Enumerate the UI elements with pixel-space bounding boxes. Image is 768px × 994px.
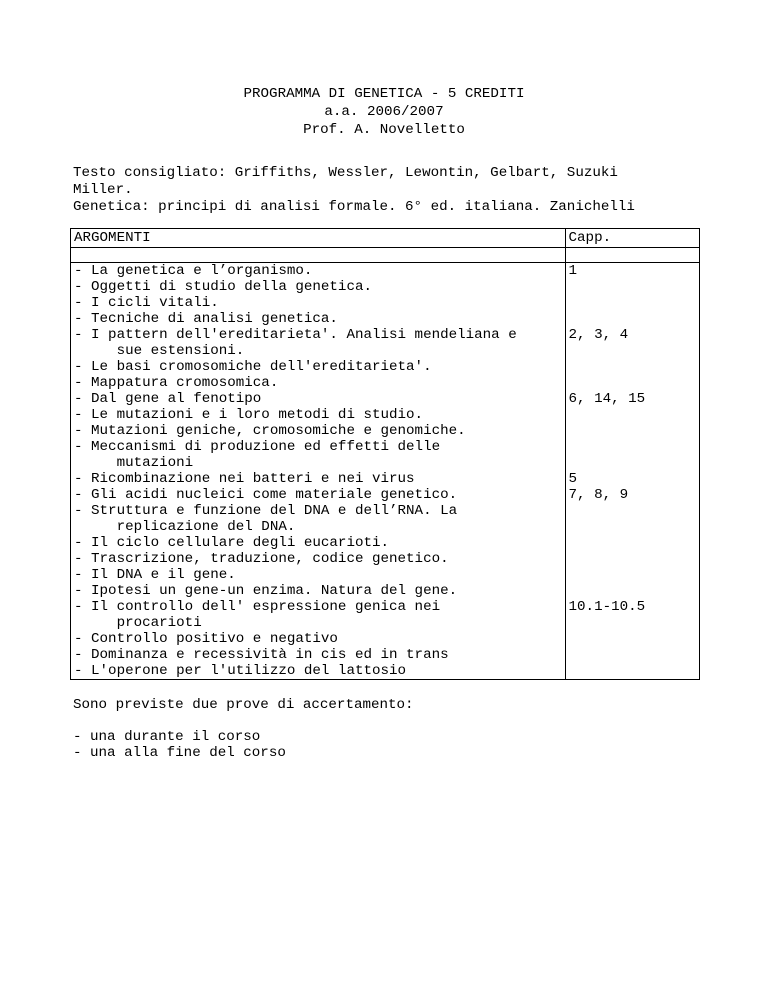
topic-line: - Dal gene al fenotipo xyxy=(74,391,262,407)
chapter-ref: 10.1-10.5 xyxy=(568,599,646,615)
topic-line: - Le mutazioni e i loro metodi di studio. xyxy=(74,407,424,423)
chapter-ref: 6, 14, 15 xyxy=(568,391,646,407)
topic-line: - I pattern dell'ereditarieta'. Analisi mendeliana e xyxy=(74,327,517,343)
chapter-ref xyxy=(569,423,696,439)
topic-line: - Mutazioni geniche, cromosomiche e genomiche. xyxy=(74,423,466,439)
topic-line: - La genetica e l’organismo. xyxy=(74,263,313,279)
topic-line: - Ricombinazione nei batteri e nei virus xyxy=(74,471,415,487)
topic-line: - L'operone per l'utilizzo del lattosio xyxy=(74,663,407,679)
chapter-ref xyxy=(569,343,696,359)
chapter-ref xyxy=(569,567,696,583)
chapter-ref xyxy=(569,615,696,631)
topic-line: - Meccanismi di produzione ed effetti delle xyxy=(74,439,441,455)
assessment-section xyxy=(73,697,414,761)
chapter-ref xyxy=(569,311,696,327)
topic-line: - Ipotesi un gene-un enzima. Natura del gene. xyxy=(74,583,458,599)
topic-line: - Dominanza e recessività in cis ed in trans xyxy=(74,647,449,663)
assessment-item: - una durante il corso xyxy=(73,729,261,745)
topic-line: - Oggetti di studio della genetica. xyxy=(74,279,372,295)
topic-line: - I cicli vitali. xyxy=(74,295,219,311)
chapter-ref xyxy=(569,375,696,391)
topic-line: - Tecniche di analisi genetica. xyxy=(74,311,338,327)
topic-line: - Il controllo dell' espressione genica nei xyxy=(74,599,441,615)
table-spacer-row xyxy=(71,248,700,263)
topic-line: - Mappatura cromosomica. xyxy=(74,375,279,391)
document-title: PROGRAMMA DI GENETICA - 5 CREDITI xyxy=(243,86,525,102)
chapter-ref xyxy=(569,295,696,311)
topic-line: - Struttura e funzione del DNA e dell’RNA. La xyxy=(74,503,458,519)
chapter-ref: 5 xyxy=(568,471,578,487)
chapter-ref xyxy=(569,455,696,471)
chapter-ref xyxy=(569,631,696,647)
topic-line: mutazioni xyxy=(74,455,194,471)
chapter-ref: 7, 8, 9 xyxy=(568,487,629,503)
assessment-item: - una alla fine del corso xyxy=(73,745,286,761)
chapter-ref xyxy=(569,535,696,551)
topic-line: - Gli acidi nucleici come materiale genetico. xyxy=(74,487,458,503)
professor-name: Prof. A. Novelletto xyxy=(303,122,465,138)
chapter-ref xyxy=(569,551,696,567)
assessment-statement: Sono previste due prove di accertamento: xyxy=(73,697,414,713)
chapter-ref xyxy=(569,407,696,423)
topic-line: - Le basi cromosomiche dell'ereditarieta'. xyxy=(74,359,432,375)
chapter-ref xyxy=(569,503,696,519)
chapters-cell xyxy=(565,263,699,680)
document-header xyxy=(0,85,768,139)
chapter-ref: 2, 3, 4 xyxy=(568,327,629,343)
chapter-ref xyxy=(569,359,696,375)
topics-cell xyxy=(71,263,566,680)
topic-line: - Il DNA e il gene. xyxy=(74,567,236,583)
topic-line: - Trascrizione, traduzione, codice genetico. xyxy=(74,551,449,567)
table-body-row xyxy=(71,263,700,680)
topic-line: - Controllo positivo e negativo xyxy=(74,631,338,647)
textbook-line-3: Genetica: principi di analisi formale. 6° ed. italiana. Zanichelli xyxy=(73,199,635,215)
chapter-ref: 1 xyxy=(568,263,578,279)
chapter-ref xyxy=(569,439,696,455)
chapter-ref xyxy=(569,647,696,663)
syllabus-table xyxy=(70,228,700,680)
chapter-ref xyxy=(569,583,696,599)
topic-line: sue estensioni. xyxy=(74,343,245,359)
chapter-ref xyxy=(569,663,696,679)
chapter-ref xyxy=(569,519,696,535)
header-topics: ARGOMENTI xyxy=(71,229,566,248)
textbook-line-1: Testo consigliato: Griffiths, Wessler, Lewontin, Gelbart, Suzuki xyxy=(73,165,618,181)
academic-year: a.a. 2006/2007 xyxy=(324,104,444,120)
table-header-row xyxy=(71,229,700,248)
topic-line: - Il ciclo cellulare degli eucarioti. xyxy=(74,535,390,551)
topic-line: procarioti xyxy=(74,615,202,631)
topic-line: replicazione del DNA. xyxy=(74,519,296,535)
chapter-ref xyxy=(569,279,696,295)
textbook-line-2: Miller. xyxy=(73,182,133,198)
textbook-reference xyxy=(73,165,713,216)
header-chapters: Capp. xyxy=(565,229,699,248)
